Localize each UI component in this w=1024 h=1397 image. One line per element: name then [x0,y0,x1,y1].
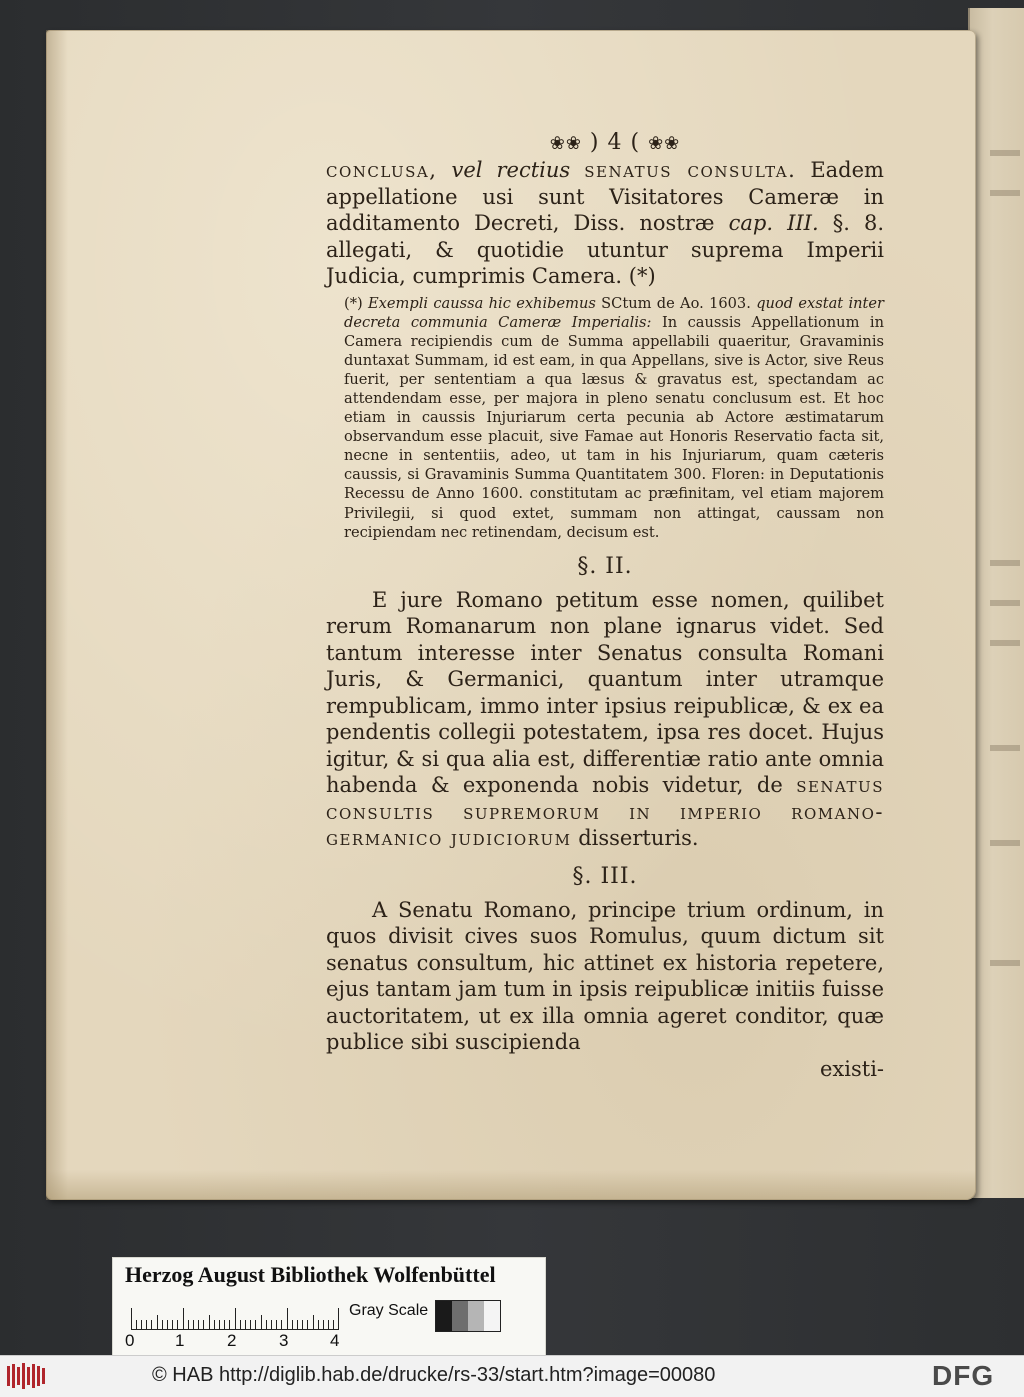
gray-swatch-cell [436,1301,452,1331]
ruler-number: 1 [175,1331,185,1350]
facing-page-text [990,600,1020,606]
section-heading-2: §. II. [577,553,633,579]
body-text: Eadem appellatione usi sunt Visitatores Cameræ in additamento Decreti, Diss. nostræ [326,158,884,235]
ruler-number: 4 [330,1331,340,1350]
catchword: existi- [819,1056,884,1081]
facing-page-text [990,190,1020,196]
small-caps-text: senatus consultis supremorum in imperio romano-germanico judiciorum [326,773,884,851]
dfg-logo: DFG [932,1360,995,1391]
measurement-ruler [131,1306,339,1330]
source-url-link[interactable]: © HAB http://diglib.hab.de/drucke/rs-33/start.htm?image=00080 [152,1364,716,1386]
gray-scale-swatch [435,1300,501,1332]
footnote-mark: (*) [344,294,363,312]
italic-text: cap. III. [728,211,819,235]
library-reference-card [112,1257,546,1357]
gray-swatch-cell [468,1301,484,1331]
gray-swatch-cell [452,1301,468,1331]
facing-page-text [990,745,1020,751]
section-heading-3: §. III. [572,863,638,889]
body-text: §. 8. allegati, & quotidie utuntur suprema Imperii Judicia, cumprimis Camera. (*) [326,211,885,288]
body-text: E jure Romano petitum esse nomen, quilibet rerum Romanarum non plane ignarus videt. Sed tantum interesse inter Senatus consulta Romani Juris, & Germanici, quantum inter utramque rempublicam, immo inter ipsius reipublicæ, & ex ea pendentis collegii potestatem, ipsa res docet. Hujus igitur, & si qua alia est, differentiæ ratio ante omnia habenda & exponenda nobis videtur, de [326,587,884,798]
footer-bar [0,1355,1024,1397]
running-header [346,130,884,155]
body-text: A Senatu Romano, principe trium ordinum, in quos divisit cives suos Romulus, quum dictum sit senatus consultum, hic attinet ex historia repetere, ejus tantam jam tum in ipsis reipublicæ initiis fuisse auctoritatem, ut ex illa omnia ageret conditor, quæ publice sibi suscipienda [326,897,884,1055]
small-caps-text: senatus consulta. [584,158,797,182]
facing-page-text [990,840,1020,846]
footnote [326,294,884,542]
ruler-number: 3 [279,1331,289,1350]
italic-text: quod exstat inter decreta communia Cameræ Imperialis: [344,294,885,331]
page-number: ) 4 ( [589,130,641,155]
ruler-number: 0 [125,1331,135,1350]
footnote-text: SCtum de Ao. 1603. [601,294,751,312]
facing-page-text [990,560,1020,566]
italic-text: Exempli caussa hic exhibemus [368,294,596,312]
paragraph-3 [326,897,884,1056]
paragraph-1 [326,157,884,290]
facing-page-text [990,150,1020,156]
page-text-block [326,130,884,1082]
library-name: Herzog August Bibliothek Wolfenbüttel [125,1262,496,1287]
paragraph-2 [326,587,884,852]
hab-logo-icon [6,1362,46,1390]
ornament-left-icon: ❀❀ [549,133,582,154]
italic-text: vel rectius [451,158,571,182]
gray-scale-label: Gray Scale [349,1302,429,1319]
small-caps-text: conclusa, [326,158,438,182]
gray-swatch-cell [484,1301,500,1331]
ruler-number: 2 [227,1331,237,1350]
footnote-text: In caussis Appellationum in Camera recipiendis cum de Summa appellabili quaeritur, Gravaminis duntaxat Summam, id est eam, in qua Appellans, sive is Actor, sive Reus fuerit, per sententiam a qua læsus & gravatus est, spectandam ac attendendam esse, per majora in pleno senatu conclusum est. Et hoc etiam in caussis Injuriarum certa pecunia ab Actore æstimatarum observandum esse placuit, sive Famae aut Honoris Reservatio facta sit, necne in sententiis, adeo, ut tam in his Injuriarum, quam cæteris caussis, si Gravaminis Summa Quantitatem 300. Floren: in Deputationis Recessu de Anno 1600. constitutam ac præfinitam, vel etiam majorem Privilegii, si quod extet, summam non attingat, caussam non recipiendam nec retinendam, decisum est. [344,313,884,541]
facing-page-text [990,960,1020,966]
body-text: disserturis. [578,826,699,851]
ornament-right-icon: ❀❀ [648,133,681,154]
facing-page-text [990,640,1020,646]
